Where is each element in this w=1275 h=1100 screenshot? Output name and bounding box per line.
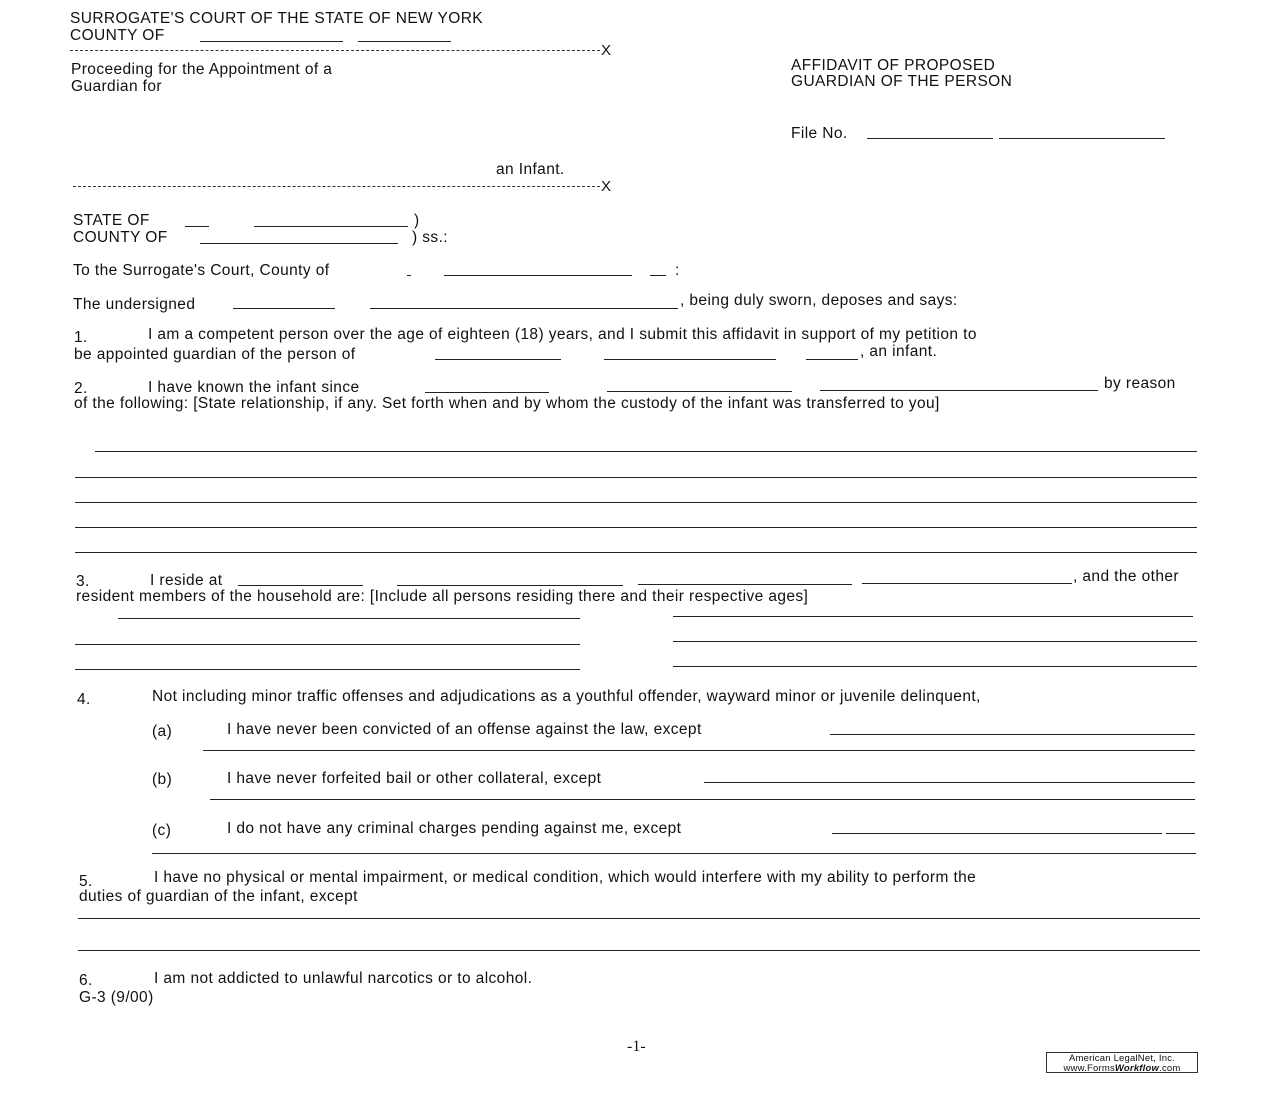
undersigned-text: The undersigned [73, 296, 196, 313]
proceeding-line-2: Guardian for [71, 78, 162, 95]
paragraph-5-line-1: I have no physical or mental impairment, or medical condition, which would interfere with my ability to perform the [154, 869, 977, 886]
relationship-line-2[interactable] [75, 477, 1197, 478]
paragraph-3-line-2: resident members of the household are: [Include all persons residing there and their respective ages] [76, 588, 809, 605]
form-title-line-2: GUARDIAN OF THE PERSON [791, 73, 1013, 90]
paragraph-3-line-1: I reside at [150, 572, 223, 589]
pending-charges-field[interactable] [832, 833, 1162, 834]
convictions-field[interactable] [830, 734, 1195, 735]
to-court-text: To the Surrogate's Court, County of [73, 262, 330, 279]
paragraph-1-line-2: be appointed guardian of the person of [74, 346, 356, 363]
publisher-url: www.FormsWorkflow.com [1063, 1063, 1181, 1074]
undersigned-name-field[interactable] [233, 308, 335, 309]
relationship-line-1[interactable] [95, 451, 1197, 452]
to-court-field-b[interactable] [650, 275, 666, 276]
to-court-field[interactable] [444, 275, 632, 276]
court-name: SURROGATE'S COURT OF THE STATE OF NEW YORK [70, 10, 484, 27]
file-no-field-2[interactable] [999, 138, 1165, 139]
household-left-line-3[interactable] [75, 669, 580, 670]
venue-state-field[interactable] [185, 226, 209, 227]
paragraph-1-end: , an infant. [860, 343, 938, 360]
residence-field-3[interactable] [638, 584, 852, 585]
file-no-field[interactable] [867, 138, 993, 139]
undersigned-name-field-2[interactable] [370, 308, 678, 309]
paragraph-4c-text: I do not have any criminal charges pending against me, except [227, 820, 682, 837]
paragraph-3-end: , and the other [1073, 568, 1179, 585]
known-since-field[interactable] [425, 392, 549, 393]
paragraph-1-line-1: I am a competent person over the age of eighteen (18) years, and I submit this affidavit in support of my petition to [148, 326, 977, 343]
page-number: -1- [627, 1038, 646, 1055]
paragraph-2-number: 2. [74, 380, 88, 397]
venue-ss: ) ss.: [412, 229, 448, 246]
infant-name-field-2[interactable] [604, 359, 776, 360]
paragraph-6-text: I am not addicted to unlawful narcotics or to alcohol. [154, 970, 533, 987]
form-title-line-1: AFFIDAVIT OF PROPOSED [791, 57, 996, 74]
paragraph-2-line-2: of the following: [State relationship, if any. Set forth when and by whom the custody of the infant was transferred to you] [74, 395, 940, 412]
household-left-line-2[interactable] [75, 644, 580, 645]
forfeited-bail-line-2[interactable] [210, 799, 1195, 800]
an-infant-label: an Infant. [496, 161, 565, 178]
impairment-line-2[interactable] [78, 950, 1200, 951]
forfeited-bail-field[interactable] [704, 782, 1195, 783]
caption-x-mark-bottom: X [601, 178, 612, 195]
known-since-field-2[interactable] [607, 391, 792, 392]
to-court-field-a[interactable] [407, 275, 411, 276]
infant-name-field[interactable] [435, 359, 561, 360]
deposes-text: , being duly sworn, deposes and says: [680, 292, 958, 309]
publisher-badge [1046, 1052, 1198, 1073]
venue-state-paren: ) [414, 212, 420, 229]
paragraph-4b-text: I have never forfeited bail or other collateral, except [227, 770, 602, 787]
paragraph-4a-label: (a) [152, 723, 173, 740]
paragraph-1-number: 1. [74, 329, 88, 346]
pending-charges-line-2[interactable] [152, 853, 1196, 854]
infant-name-field-3[interactable] [806, 359, 858, 360]
venue-county-label: COUNTY OF [73, 229, 168, 246]
relationship-line-4[interactable] [75, 527, 1197, 528]
form-code: G-3 (9/00) [79, 989, 154, 1006]
residence-field[interactable] [238, 585, 363, 586]
caption-top-rule [70, 50, 600, 51]
known-since-field-3[interactable] [820, 390, 1098, 391]
file-no-label: File No. [791, 125, 848, 142]
caption-bottom-rule [73, 186, 600, 187]
convictions-line-2[interactable] [203, 750, 1195, 751]
household-left-line-1[interactable] [118, 618, 580, 619]
paragraph-2-by-reason: by reason [1104, 375, 1176, 392]
caption-county-field-2[interactable] [358, 41, 451, 42]
household-right-line-2[interactable] [673, 641, 1197, 642]
publisher-name: American LegalNet, Inc. [1069, 1053, 1175, 1064]
paragraph-4-number: 4. [77, 691, 91, 708]
caption-county-field[interactable] [200, 41, 343, 42]
paragraph-5-number: 5. [79, 873, 93, 890]
paragraph-5-line-2: duties of guardian of the infant, except [79, 888, 358, 905]
paragraph-4a-text: I have never been convicted of an offense against the law, except [227, 721, 702, 738]
proceeding-line-1: Proceeding for the Appointment of a [71, 61, 333, 78]
paragraph-2-line-1: I have known the infant since [148, 379, 360, 396]
household-right-line-3[interactable] [673, 666, 1197, 667]
impairment-line-1[interactable] [78, 918, 1200, 919]
paragraph-4c-label: (c) [152, 822, 172, 839]
paragraph-4-line-1: Not including minor traffic offenses and adjudications as a youthful offender, wayward minor or juvenile delinquent, [152, 688, 981, 705]
residence-field-4[interactable] [862, 583, 1072, 584]
venue-state-label: STATE OF [73, 212, 150, 229]
household-right-line-1[interactable] [673, 616, 1193, 617]
venue-state-field-2[interactable] [254, 226, 408, 227]
relationship-line-5[interactable] [75, 552, 1197, 553]
paragraph-4b-label: (b) [152, 771, 173, 788]
paragraph-6-number: 6. [79, 972, 93, 989]
residence-field-2[interactable] [397, 585, 623, 586]
paragraph-3-number: 3. [76, 573, 90, 590]
caption-x-mark-top: X [601, 42, 612, 59]
venue-county-field[interactable] [200, 243, 398, 244]
relationship-line-3[interactable] [75, 502, 1197, 503]
pending-charges-field-2[interactable] [1166, 833, 1195, 834]
caption-county-label: COUNTY OF [70, 27, 165, 44]
to-court-colon: : [675, 262, 680, 279]
